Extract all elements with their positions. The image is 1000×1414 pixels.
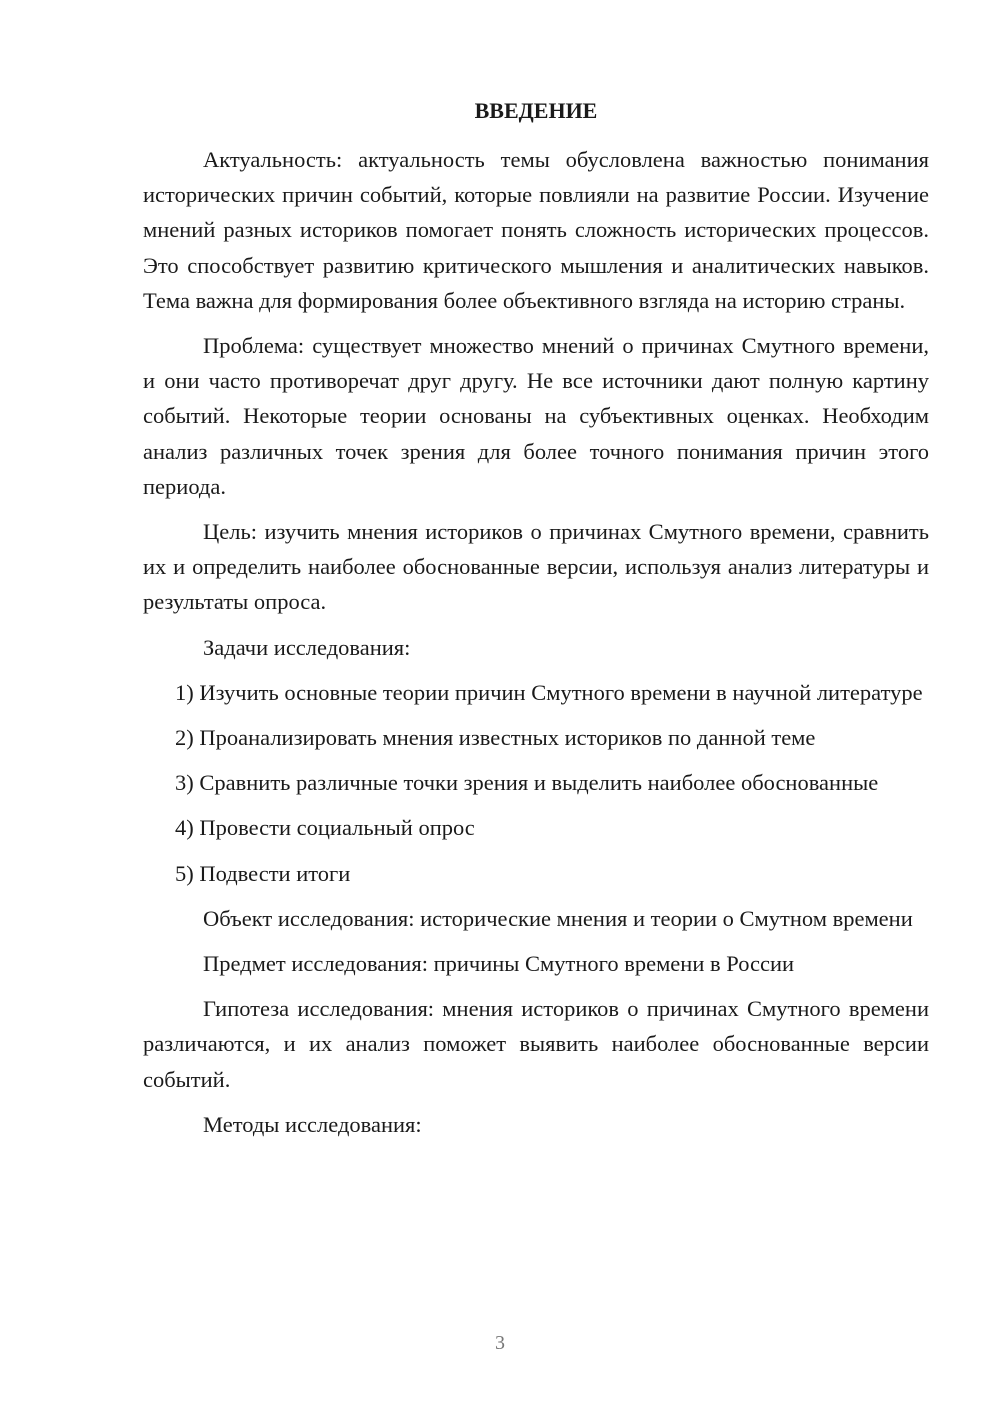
paragraph-relevance: Актуальность: актуальность темы обусловлена важностью понимания исторических причин событий, которые повлияли на развитие России. Изучение мнений разных историков помогает понять сложность исторических процессов. Это способствует развитию критического мышления и аналитических навыков. Тема важна для формирования более объективного взгляда на историю страны. <box>143 147 929 313</box>
paragraph-hypothesis: Гипотеза исследования: мнения историков о причинах Смутного времени различаются, и их анализ поможет выявить наиболее обоснованные версии событий. <box>143 996 929 1092</box>
section-title: ВВЕДЕНИЕ <box>474 98 598 123</box>
paragraph-goal: Цель: изучить мнения историков о причинах Смутного времени, сравнить их и определить наиболее обоснованные версии, используя анализ литературы и результаты опроса. <box>143 519 929 615</box>
page-number: 3 <box>495 1332 505 1354</box>
task-item-4: 4) Провести социальный опрос <box>175 815 475 841</box>
task-item-2: 2) Проанализировать мнения известных историков по данной теме <box>175 725 816 751</box>
task-item-3: 3) Сравнить различные точки зрения и выделить наиболее обоснованные <box>175 770 879 796</box>
task-item-5: 5) Подвести итоги <box>175 860 351 886</box>
paragraph-object: Объект исследования: исторические мнения и теории о Смутном времени <box>203 905 913 931</box>
paragraph-tasks-heading: Задачи исследования: <box>203 634 411 660</box>
paragraph-problem: Проблема: существует множество мнений о причинах Смутного времени, и они часто противоречат друг другу. Не все источники дают полную картину событий. Некоторые теории основаны на субъективных оценках. Необходим анализ различных точек зрения для более точного понимания причин этого периода. <box>143 333 929 499</box>
paragraph-methods: Методы исследования: <box>203 1111 422 1137</box>
body-text <box>143 142 929 1152</box>
task-item-1: 1) Изучить основные теории причин Смутного времени в научной литературе <box>175 679 923 705</box>
paragraph-subject: Предмет исследования: причины Смутного времени в России <box>203 951 795 977</box>
